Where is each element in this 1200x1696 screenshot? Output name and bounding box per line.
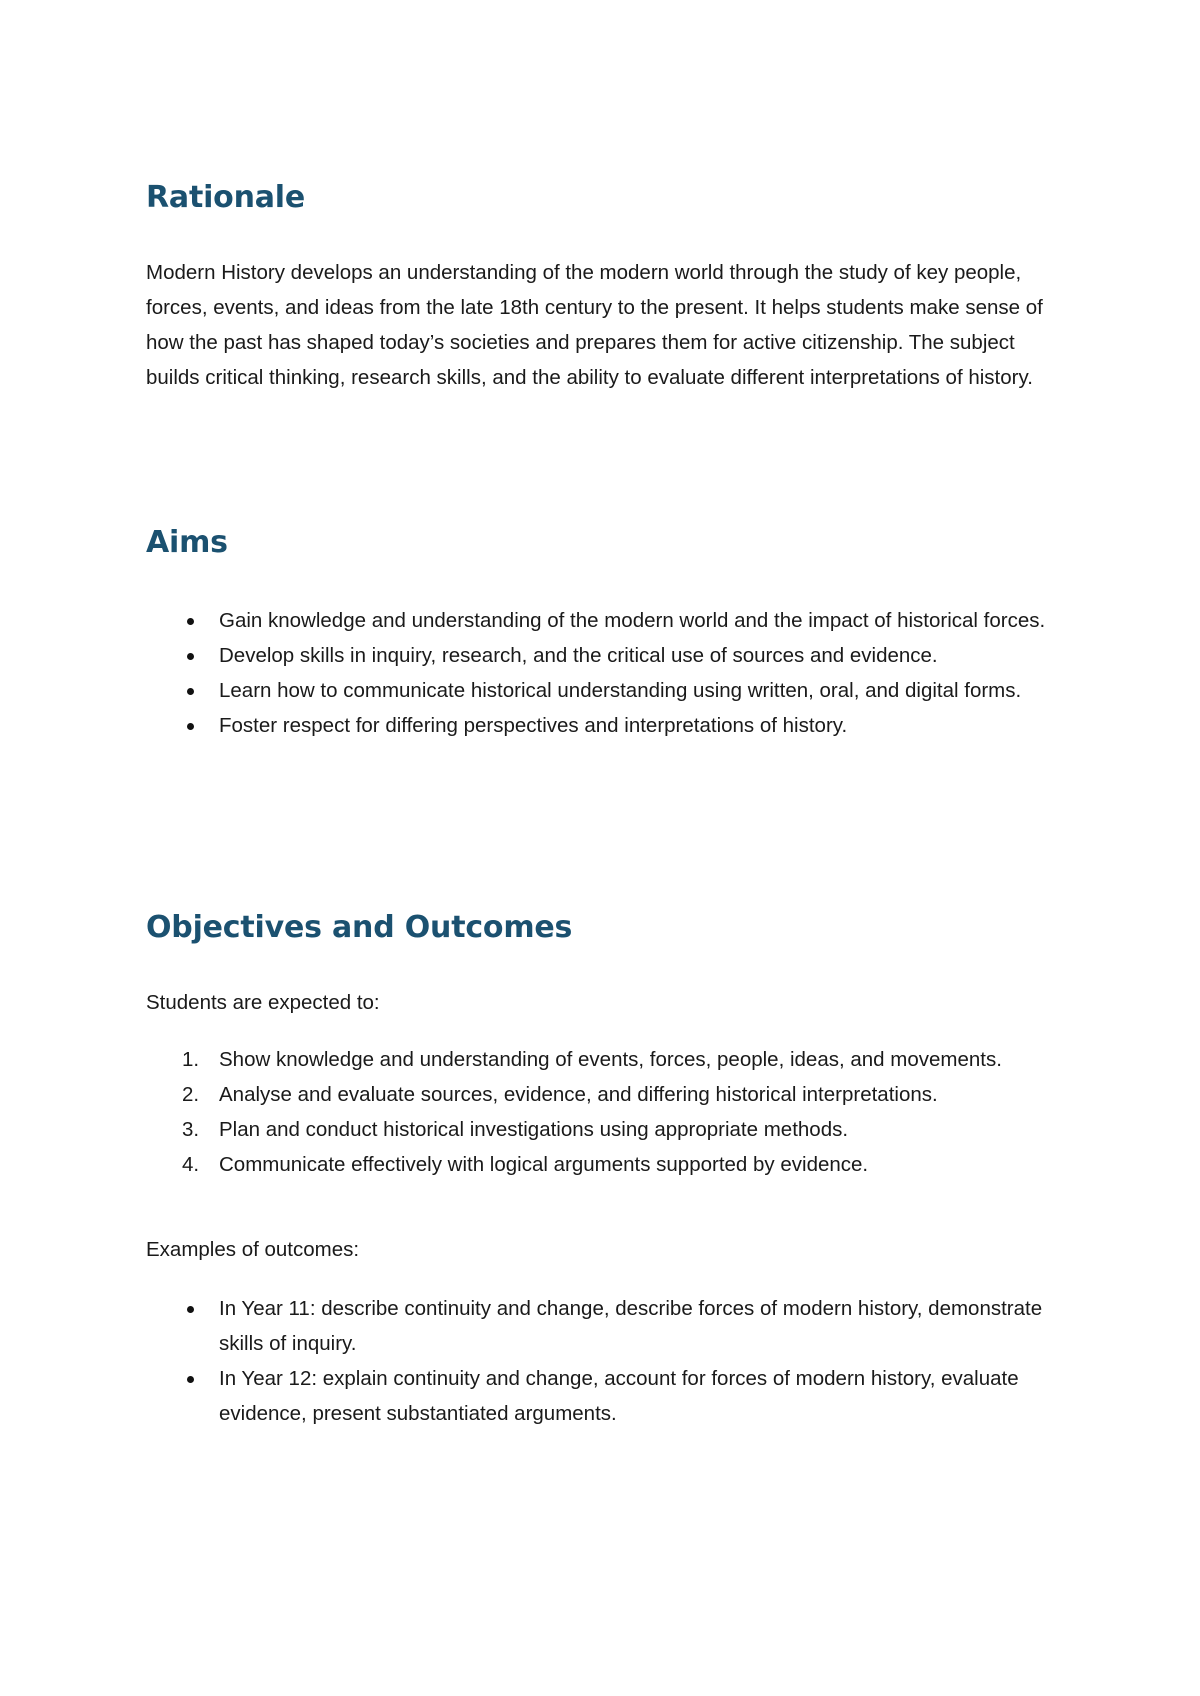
examples-list [146,1291,1066,1431]
objectives-list-item [146,1112,1066,1147]
objectives-intro: Students are expected to: [146,991,380,1014]
list-item-text: Plan and conduct historical investigations using appropriate methods. [219,1118,849,1141]
aims-list-item: Develop skills in inquiry, research, and the critical use of sources and evidence. [146,638,1066,673]
aims-list [146,603,1066,743]
aims-list-item: Learn how to communicate historical understanding using written, oral, and digital forms. [146,673,1066,708]
aims-list-item: Gain knowledge and understanding of the modern world and the impact of historical forces. [146,603,1066,638]
aims-heading: Aims [146,525,228,560]
list-number: 3. [182,1118,200,1141]
list-item-text: Show knowledge and understanding of events, forces, people, ideas, and movements. [219,1048,1002,1071]
objectives-heading: Objectives and Outcomes [146,910,573,945]
list-number: 1. [182,1048,200,1071]
objectives-list-item [146,1147,1066,1182]
objectives-list-item [146,1042,1066,1077]
objectives-list [146,1042,1066,1182]
objectives-list-item [146,1077,1066,1112]
list-number: 4. [182,1153,200,1176]
aims-list-item: Foster respect for differing perspectives and interpretations of history. [146,708,1066,743]
list-item-text: Communicate effectively with logical arguments supported by evidence. [219,1153,869,1176]
rationale-paragraph: Modern History develops an understanding of the modern world through the study of key people, forces, events, and ideas from the late 18th century to the present. It helps students make sense of how the past has shaped today’s societies and prepares them for active citizenship. The subject builds critical thinking, research skills, and the ability to evaluate different interpretations of history. [146,261,1043,389]
examples-intro: Examples of outcomes: [146,1238,360,1261]
list-number: 2. [182,1083,200,1106]
examples-list-item: In Year 11: describe continuity and change, describe forces of modern history, demonstrate skills of inquiry. [146,1291,1066,1361]
rationale-heading: Rationale [146,180,306,215]
examples-list-item: In Year 12: explain continuity and change, account for forces of modern history, evaluate evidence, present substantiated arguments. [146,1361,1066,1431]
list-item-text: Analyse and evaluate sources, evidence, and differing historical interpretations. [219,1083,938,1106]
